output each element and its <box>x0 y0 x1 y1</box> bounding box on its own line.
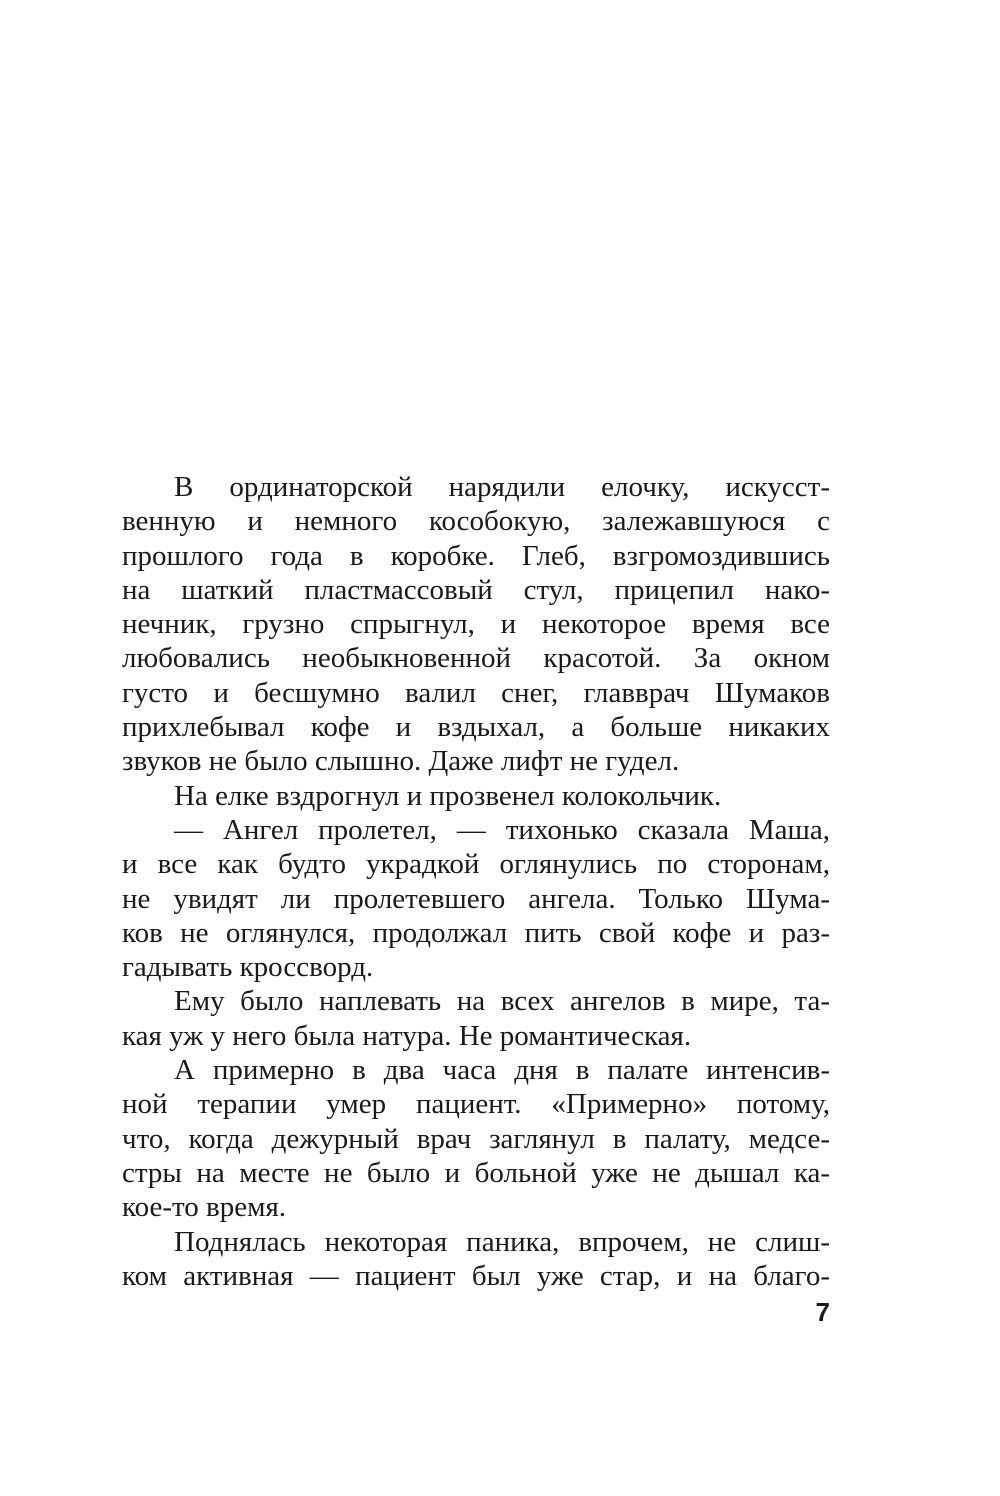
text-line-22: кое-то время. <box>122 1191 287 1224</box>
text-line-16: Ему было наплевать на всех ангелов в мире, та- <box>174 985 830 1018</box>
text-line-20: что, когда дежурный врач заглянул в палату, медсе- <box>122 1122 830 1155</box>
text-line-14: ков не оглянулся, продолжал пить свой кофе и раз- <box>122 916 830 949</box>
text-line-18: А примерно в два часа дня в палате интенсив- <box>174 1054 830 1087</box>
text-line-4: на шаткий пластмассовый стул, прицепил нако- <box>122 573 830 606</box>
text-line-21: стры на месте не было и больной уже не дышал ка- <box>122 1156 830 1189</box>
text-line-8: прихлебывал кофе и вздыхал, а больше никаких <box>122 711 830 744</box>
text-line-5: нечник, грузно спрыгнул, и некоторое время все <box>122 608 830 641</box>
text-line-12: и все как будто украдкой оглянулись по сторонам, <box>122 848 830 881</box>
text-line-24: ком активная — пациент был уже стар, и на благо- <box>122 1259 830 1292</box>
text-line-17: кая уж у него была натура. Не романтическая. <box>122 1019 692 1052</box>
body-text <box>122 470 830 1293</box>
text-line-10: На елке вздрогнул и прозвенел колокольчик. <box>174 779 722 812</box>
text-line-11: — Ангел пролетел, — тихонько сказала Маша, <box>174 813 830 846</box>
text-line-2: венную и немного кособокую, залежавшуюся с <box>122 505 830 538</box>
text-line-13: не увидят ли пролетевшего ангела. Только Шума- <box>122 882 830 915</box>
text-line-19: ной терапии умер пациент. «Примерно» потому, <box>122 1088 830 1121</box>
text-line-9: звуков не было слышно. Даже лифт не гудел. <box>122 745 680 778</box>
text-line-23: Поднялась некоторая паника, впрочем, не слиш- <box>174 1225 830 1258</box>
page-number: 7 <box>815 1297 830 1327</box>
text-line-6: любовались необыкновенной красотой. За окном <box>122 642 830 675</box>
text-line-7: густо и бесшумно валил снег, главврач Шумаков <box>122 676 830 709</box>
text-line-1: В ординаторской нарядили елочку, искусст- <box>174 471 830 503</box>
text-line-15: гадывать кроссворд. <box>122 951 374 984</box>
text-line-3: прошлого года в коробке. Глеб, взгромоздившись <box>122 539 830 572</box>
